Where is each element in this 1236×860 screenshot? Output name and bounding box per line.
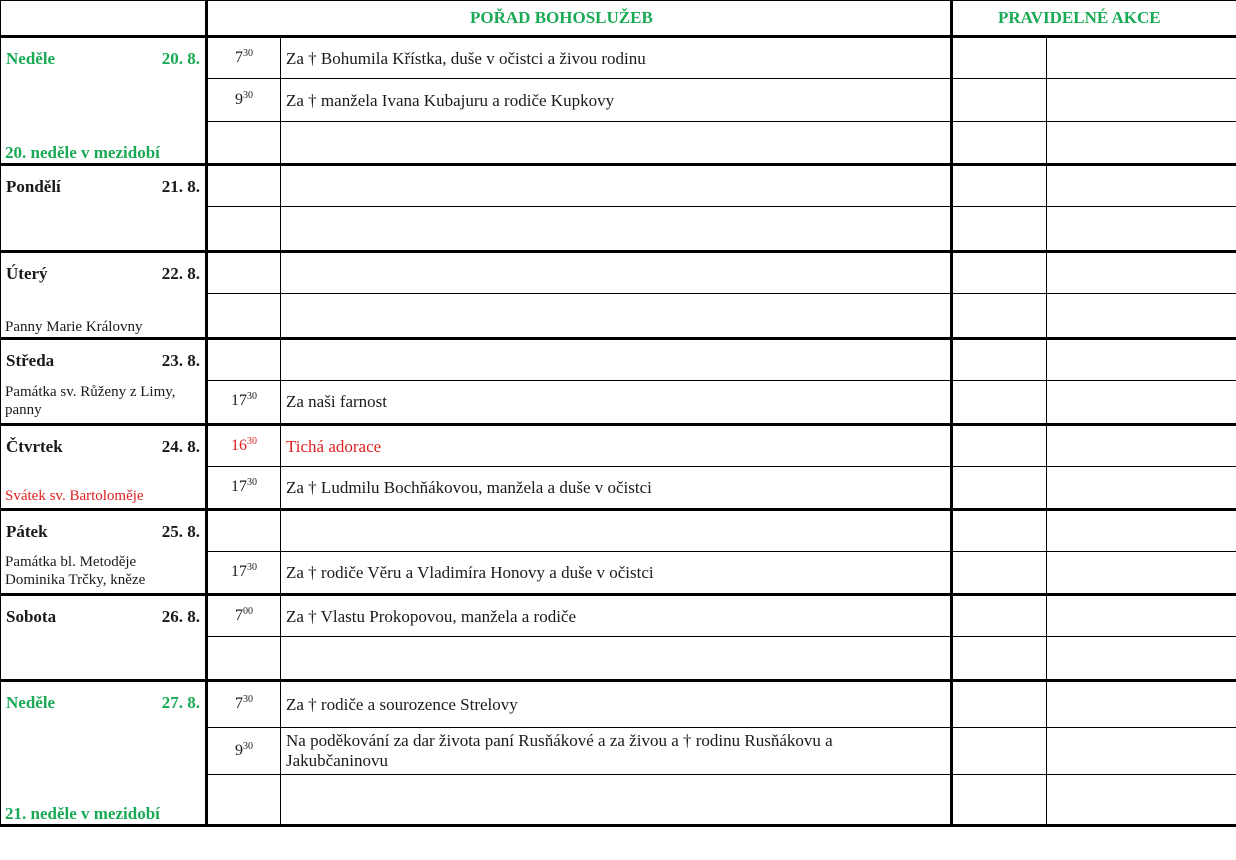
mass-time-hour: 17 [231,562,247,580]
day-note: 21. neděle v mezidobí [5,804,160,823]
mass-intention: Za † manžela Ivana Kubajuru a rodiče Kupkovy [286,90,615,110]
row-divider [205,293,1236,294]
mass-intention: Za † Vlastu Prokopovou, manžela a rodiče [286,606,577,626]
mass-time [208,47,280,66]
day-note: Památka sv. Růženy z Limy, panny [5,384,176,418]
mass-time-minute: 30 [247,561,257,573]
day-date: 23. 8. [161,351,200,370]
mass-time-minute: 30 [243,694,253,705]
mass-intention: Na poděkování za dar života paní Rusňákové a za živou a † rodinu Rusňákovu a Jakubčaninovu [286,731,833,771]
day-divider [0,508,1236,511]
table-bottom-border [0,824,1236,827]
day-divider [0,250,1236,253]
day-divider [0,679,1236,682]
mass-time-minute: 30 [243,47,253,59]
row-divider [205,551,1236,552]
day-name: Čtvrtek [6,437,63,456]
day-date: 22. 8. [161,264,200,283]
row-divider [205,380,1236,381]
mass-time-hour: 17 [231,477,247,495]
mass-time-hour: 7 [235,606,243,624]
mass-time-hour: 17 [231,392,247,409]
mass-time-minute: 30 [247,476,257,488]
day-date: 24. 8. [161,437,200,456]
mass-time-hour: 16 [231,436,247,454]
day-name: Úterý [6,264,48,283]
mass-intention: Za naši farnost [286,392,388,411]
mass-time-hour: 9 [235,90,243,108]
day-name: Neděle [6,49,56,68]
row-divider [205,78,1236,79]
day-date: 25. 8. [161,522,200,541]
mass-time-minute: 30 [243,740,253,752]
day-note: Panny Marie Královny [5,319,143,335]
day-date: 20. 8. [161,49,200,68]
col-border-left [0,0,1,827]
mass-time [208,89,280,108]
mass-time [208,476,280,495]
mass-intention: Za † Bohumila Křístka, duše v očistci a živou rodinu [286,48,646,68]
mass-time-hour: 7 [235,695,243,712]
mass-time-hour: 9 [235,741,243,759]
table-top-border [0,0,1236,1]
col-border-activities-inner [1046,35,1047,824]
mass-time [208,393,280,409]
day-date: 21. 8. [161,177,200,196]
row-divider [205,466,1236,467]
day-divider [0,35,1236,38]
day-name: Neděle [6,693,56,712]
day-note: Památka bl. Metoděje Dominika Trčky, kněze [5,554,146,588]
day-name: Pátek [6,522,48,541]
row-divider [205,774,1236,775]
mass-time-minute: 30 [247,391,257,402]
mass-time [208,740,280,759]
row-divider [205,636,1236,637]
mass-time [208,696,280,712]
day-divider [0,337,1236,340]
day-note: 20. neděle v mezidobí [5,143,160,162]
day-name: Pondělí [6,177,61,196]
mass-intention: Za † rodiče a sourozence Strelovy [286,695,518,714]
col-border-activities [950,0,953,827]
activities-header: PRAVIDELNÉ AKCE [998,8,1161,27]
day-divider [0,423,1236,426]
mass-time-minute: 00 [243,605,253,617]
day-divider [0,163,1236,166]
day-date: 27. 8. [161,693,200,712]
row-divider [205,121,1236,122]
schedule-header: POŘAD BOHOSLUŽEB [470,8,653,27]
mass-time [208,561,280,580]
mass-intention: Za † Ludmilu Bochňákovou, manžela a duše v očistci [286,477,652,497]
row-divider [205,727,1236,728]
mass-time [208,435,280,454]
mass-intention: Tichá adorace [286,436,382,456]
day-name: Sobota [6,607,57,626]
day-note: Svátek sv. Bartoloměje [5,488,144,504]
day-date: 26. 8. [161,607,200,626]
day-name: Středa [6,351,55,370]
col-border-time [280,35,281,824]
mass-intention: Za † rodiče Věru a Vladimíra Honovy a duše v očistci [286,562,654,582]
mass-time [208,605,280,624]
mass-time-minute: 30 [247,435,257,447]
day-divider [0,593,1236,596]
mass-time-minute: 30 [243,89,253,101]
row-divider [205,206,1236,207]
mass-time-hour: 7 [235,48,243,66]
